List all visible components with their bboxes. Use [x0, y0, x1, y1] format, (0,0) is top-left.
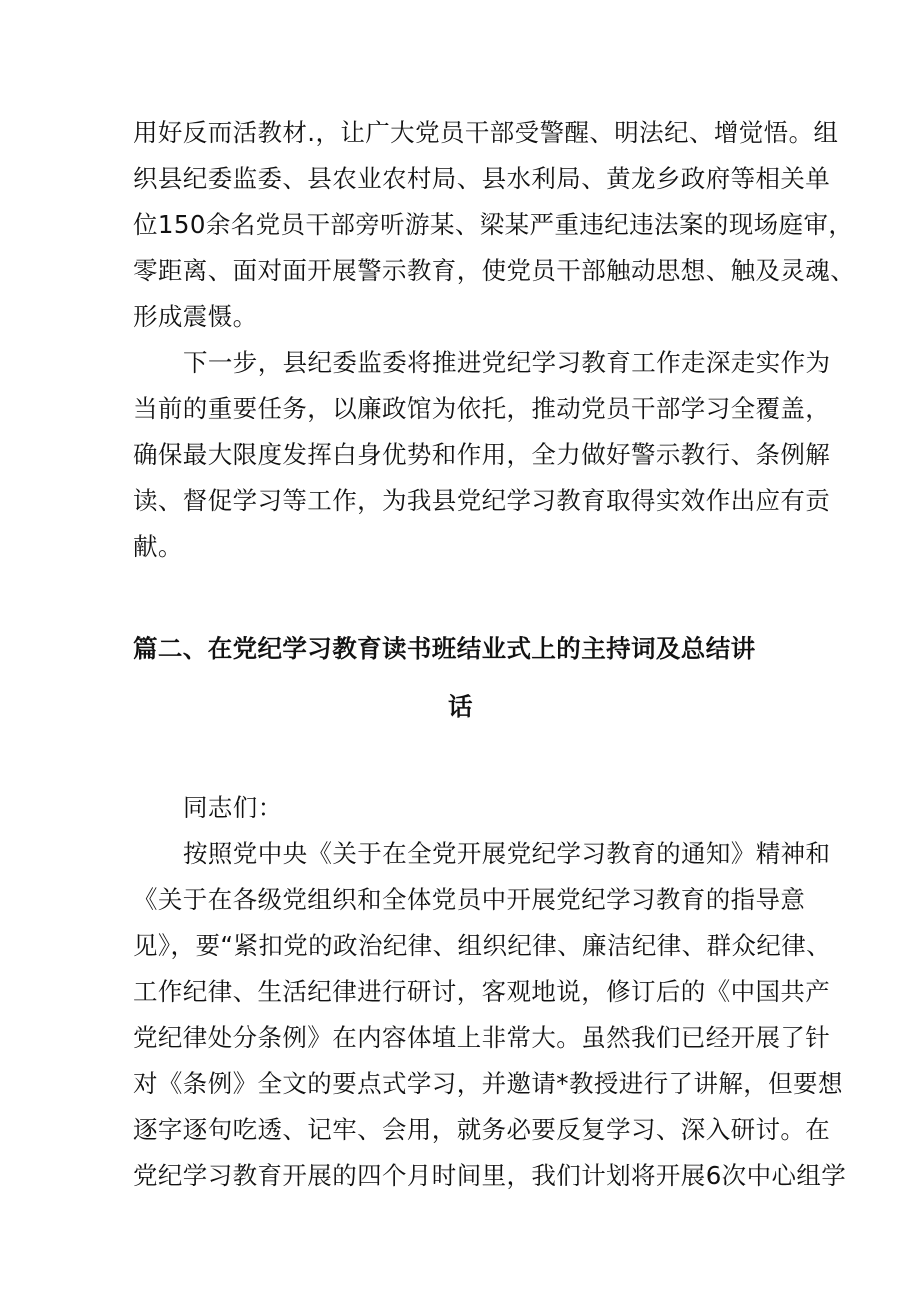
- section-title-line-2: 话: [448, 692, 473, 721]
- section-title-line-1: 篇二、在党纪学习教育读书班结业式上的主持词及总结讲: [133, 634, 756, 663]
- paragraph-2-line-3: 确保最大限度发挥白身优势和作用，全力做好警示教行、条例解: [133, 440, 831, 469]
- paragraph-1-line-2: 织县纪委监委、县农业农村局、县水利局、黄龙乡政府等相关单: [133, 164, 831, 193]
- paragraph-2-line-2: 当前的重要任务，以廉政馆为依托，推动党员干部学习全覆盖，: [133, 394, 831, 423]
- salutation: 同志们：: [183, 793, 283, 822]
- paragraph-1-line-3: 位150余名党员干部旁听游某、梁某严重违纪违法案的现场庭审，: [133, 210, 854, 239]
- paragraph-3-line-8: 党纪学习教育开展的四个月时间里，我们计划将开展6次中心组学: [133, 1161, 847, 1190]
- paragraph-2-line-1: 下一步，县纪委监委将推进党纪学习教育工作走深走实作为: [183, 348, 831, 377]
- paragraph-1-line-4: 零距离、面对面开展警示教育，使党员干部触动思想、触及灵魂、: [133, 256, 856, 285]
- paragraph-3-line-6: 对《条例》全文的要点式学习，并邀请*教授进行了讲解，但要想: [133, 1069, 843, 1098]
- paragraph-3-line-5: 党纪律处分条例》在内容体埴上非常大。虽然我们已经开展了针: [133, 1023, 831, 1052]
- paragraph-2-line-4: 读、督促学习等工作，为我县党纪学习教育取得实效作出应有贡: [133, 486, 831, 515]
- paragraph-2-line-5: 献。: [133, 532, 183, 561]
- paragraph-1-line-5: 形成震慑。: [133, 302, 258, 331]
- paragraph-3-line-4: 工作纪律、生活纪律进行研讨，客观地说，修订后的《中国共产: [133, 977, 831, 1006]
- paragraph-3-line-3: 见》，要“紧扣党的政治纪律、组织纪律、廉洁纪律、群众纪律、: [133, 931, 832, 960]
- paragraph-3-line-1: 按照党中央《关于在全党开展党纪学习教育的通知》精神和: [183, 839, 831, 868]
- paragraph-3-line-7: 逐字逐句吃透、记牢、会用，就务必要反复学习、深入研讨。在: [133, 1115, 831, 1144]
- paragraph-1-line-1: 用好反而活教材.，让广大党员干部受警醒、明法纪、增觉悟。组: [133, 118, 839, 147]
- paragraph-3-line-2: 《关于在各级党组织和全体党员中开展党纪学习教育的指导意: [133, 885, 806, 914]
